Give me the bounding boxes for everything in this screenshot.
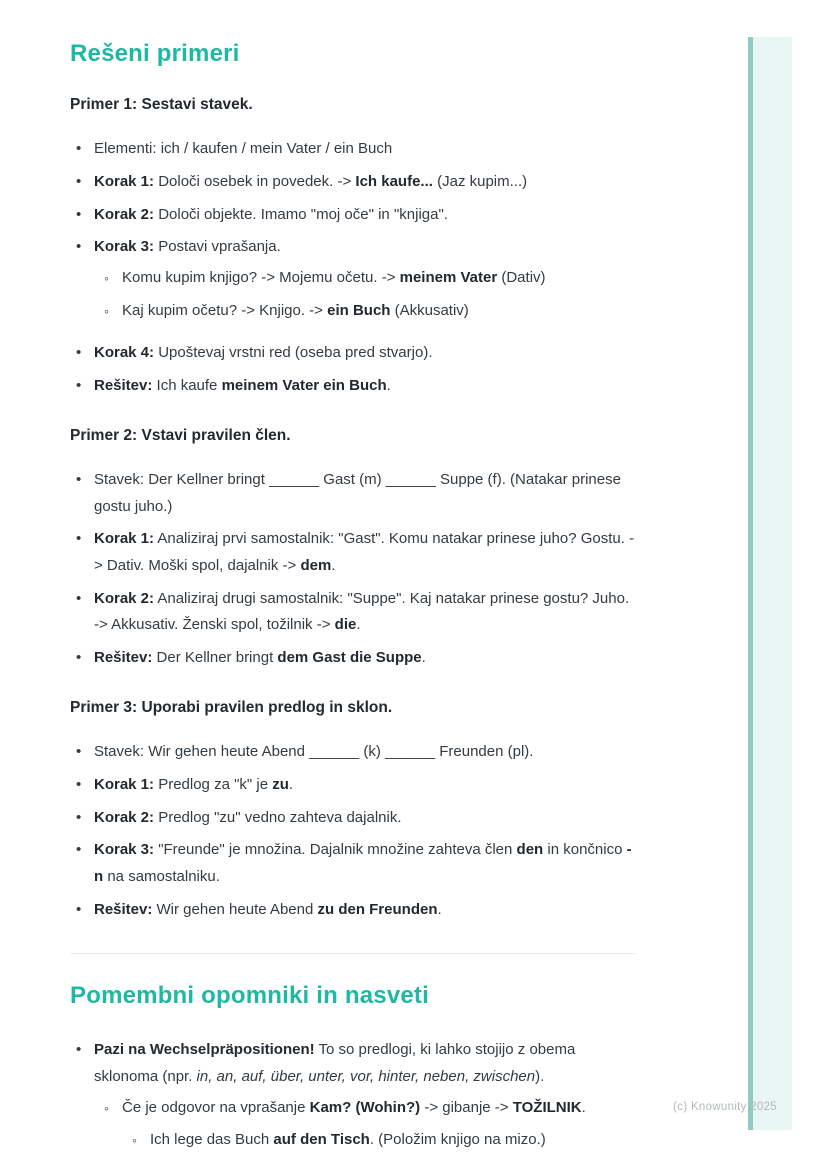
text: Določi osebek in povedek. -> [154,172,356,190]
side-strip-fill [753,37,792,1130]
text: Stavek: Der Kellner bringt ______ Gast (m) ______ Suppe (f). (Natakar prinese gostu juho.) [94,471,621,515]
list-item [70,897,636,924]
text: -> gibanje -> [420,1098,513,1116]
bold-text: zu [272,775,289,793]
bold-text: meinem Vater ein Buch [221,376,387,394]
italic-text: in, an, auf, über, unter, vor, hinter, neben, zwischen [196,1067,536,1085]
content-column [70,40,636,1160]
list-item [70,837,636,890]
list-item [70,526,636,579]
text: Elementi: ich / kaufen / mein Vater / ein Buch [94,140,393,158]
text: Ich kaufe [152,376,222,394]
list-item [70,340,636,367]
list-item [70,1037,636,1090]
bold-text: den [516,841,544,859]
text: . (Položim knjigo na mizo.) [369,1131,546,1149]
text: in končnico [543,841,627,859]
bold-text: Pazi na Wechselpräpositionen! [94,1041,315,1059]
text: Analiziraj drugi samostalnik: "Suppe". Kaj natakar prinese gostu? Juho. -> Akkusativ. Ženski spol, tožilnik -> [94,589,630,634]
text: . [331,557,336,575]
list-item [70,645,636,672]
text: Določi objekte. Imamo "moj oče" in "knjiga". [154,205,448,223]
example-heading: Primer 3: Uporabi pravilen predlog in sklon. [70,698,393,716]
bold-text: Korak 2: [94,808,155,826]
section-heading: Rešeni primeri [70,40,240,67]
example-heading: Primer 2: Vstavi pravilen člen. [70,426,291,444]
text: Kaj kupim očetu? -> Knjigo. -> [122,301,328,319]
bold-text: Korak 2: [94,205,155,223]
bold-text: Korak 1: [94,775,155,793]
text: (Akkusativ) [390,301,469,319]
text: (Jaz kupim...) [432,172,528,190]
bold-text: Korak 4: [94,344,155,362]
text: Analiziraj prvi samostalnik: "Gast". Komu natakar prinese juho? Gostu. -> Dativ. Moški spol, dajalnik -> [94,530,635,575]
list-item [98,298,636,325]
list-item [98,1095,636,1122]
section-divider [70,953,636,954]
list-item [70,373,636,400]
bullet-list [70,136,636,400]
bold-text: meinem Vater [399,268,498,286]
text: Stavek: Wir gehen heute Abend ______ (k) ______ Freunden (pl). [94,743,534,761]
bold-text: Korak 3: [94,841,155,859]
bullet-list [70,1037,636,1154]
bold-text: Rešitev: [94,376,153,394]
bold-text: Rešitev: [94,649,153,667]
text: . [288,775,294,793]
bold-text: dem Gast die Suppe [277,649,422,667]
text: Postavi vprašanja. [154,238,281,256]
text: (Dativ) [497,268,546,286]
text: na samostalniku. [103,867,220,885]
list-item [70,772,636,799]
text: . [421,649,426,667]
bold-text: Korak 3: [94,238,155,256]
bullet-list [70,739,636,923]
bold-text: Korak 2: [94,589,155,607]
bold-text: dem [300,557,332,575]
list-item [70,136,636,163]
text: Ich lege das Buch [150,1131,274,1149]
text: Predlog "zu" vedno zahteva dajalnik. [154,808,402,826]
text: To so predlogi, ki lahko stojijo z obema sklonoma (npr. [94,1041,576,1085]
list-item [70,234,636,261]
text: "Freunde" je množina. Dajalnik množine zahteva člen [154,841,517,859]
text: Upoštevaj vrstni red (oseba pred stvarjo). [154,344,433,362]
bold-text: Rešitev: [94,900,153,918]
list-item [126,1127,636,1154]
text: . [356,616,361,634]
bold-text: Ich kaufe... [355,172,433,190]
page-side-strip [748,37,792,1130]
text: Komu kupim knjigo? -> Mojemu očetu. -> [122,268,400,286]
text: . [437,900,442,918]
bold-text: ein Buch [327,301,391,319]
bold-text: Kam? (Wohin?) [309,1098,421,1116]
section-heading: Pomembni opomniki in nasveti [70,982,429,1010]
bold-text: Korak 1: [94,530,155,548]
text: Wir gehen heute Abend [152,900,318,918]
bold-text: TOŽILNIK [512,1098,582,1116]
text: . [386,376,391,394]
bold-text: auf den Tisch [273,1131,370,1149]
list-item [70,467,636,520]
list-item [98,265,636,292]
copyright-footer: (c) Knowunity 2025 [673,1101,777,1113]
list-item [70,169,636,196]
bold-text: -n [94,841,632,885]
bold-text: zu den Freunden [317,900,438,918]
bold-text: Korak 1: [94,172,155,190]
example-heading: Primer 1: Sestavi stavek. [70,95,253,113]
text: Der Kellner bringt [152,649,278,667]
list-item [70,739,636,766]
list-item [70,202,636,229]
text: . [581,1098,586,1116]
bullet-list [70,467,636,672]
list-item [70,805,636,832]
text: Če je odgovor na vprašanje [122,1098,310,1116]
text: ). [535,1067,545,1085]
bold-text: die [334,616,357,634]
text: Predlog za "k" je [154,775,273,793]
list-item [70,586,636,639]
